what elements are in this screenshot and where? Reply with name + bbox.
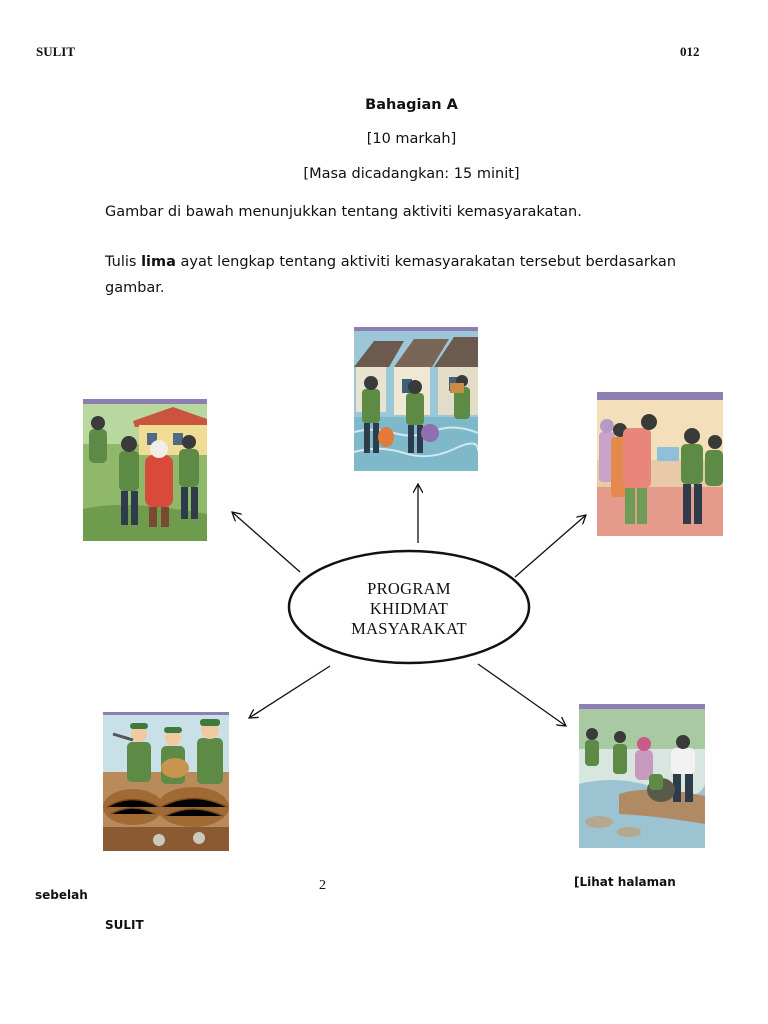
center-label-line-3: MASYARAKAT bbox=[351, 619, 467, 638]
gotong-royong-picture bbox=[103, 712, 229, 851]
page-number: 2 bbox=[319, 878, 326, 893]
arrow-top-left bbox=[232, 512, 300, 572]
elderly-help-illustration-icon bbox=[83, 399, 207, 541]
flood-help-picture bbox=[354, 327, 478, 471]
instruction-line-1: Gambar di bawah menunjukkan tentang aktiviti kemasyarakatan. bbox=[105, 204, 582, 220]
river-cleanup-illustration-icon bbox=[579, 704, 705, 848]
header-sulit: SULIT bbox=[36, 44, 76, 59]
center-label-line-1: PROGRAM bbox=[367, 579, 451, 598]
arrow-bottom-right bbox=[478, 664, 566, 726]
header-paper-code: 012 bbox=[680, 44, 700, 59]
center-label bbox=[290, 579, 528, 639]
section-time: [Masa dicadangkan: 15 minit] bbox=[303, 166, 520, 182]
basket-cleaning-illustration-icon bbox=[103, 712, 229, 851]
river-cleanup-picture bbox=[579, 704, 705, 848]
aid-distribution-illustration-icon bbox=[597, 392, 723, 536]
instruction-bold-word: lima bbox=[141, 254, 176, 270]
instruction-prefix: Tulis bbox=[105, 254, 142, 270]
section-title: Bahagian A bbox=[365, 97, 458, 113]
distribution-picture bbox=[597, 392, 723, 536]
turn-page-note: [Lihat halaman bbox=[574, 875, 676, 889]
instruction-suffix: ayat lengkap tentang aktiviti kemasyarakatan tersebut berdasarkan gambar. bbox=[105, 254, 677, 296]
elderly-help-picture bbox=[83, 399, 207, 541]
turn-page-note-continued: sebelah bbox=[35, 888, 88, 902]
center-label-line-2: KHIDMAT bbox=[369, 599, 449, 618]
footer-sulit: SULIT bbox=[105, 918, 144, 932]
section-marks: [10 markah] bbox=[366, 131, 457, 147]
arrow-bottom-left bbox=[249, 666, 330, 718]
flood-relief-illustration-icon bbox=[354, 327, 478, 471]
arrow-top-right bbox=[515, 515, 586, 577]
